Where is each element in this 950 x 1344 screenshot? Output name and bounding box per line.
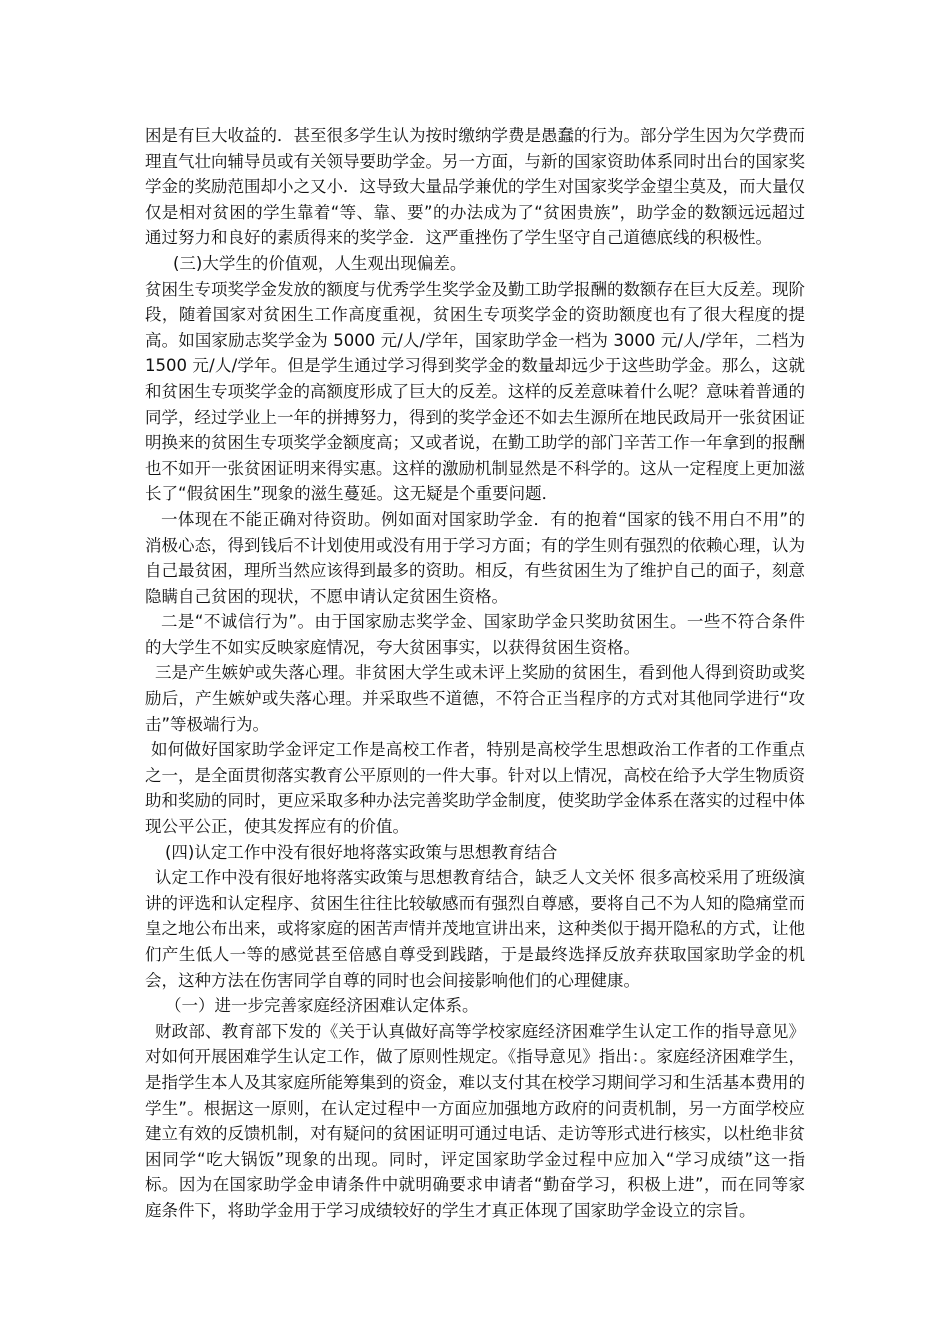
- paragraph-scholarship-contrast: 贫困生专项奖学金发放的额度与优秀学生奖学金及勤工助学报酬的数额存在巨大反差。现阶段，随着国家对贫困生工作高度重视，贫困生专项奖学金的资助额度也有了很大程度的提高。如国家励志奖学金为 5000 元/人/学年，国家助学金一档为 3000 元/人/学年，二档为 1500 元/人/学年。但是学生通过学习得到奖学金的数量却远少于这些助学金。那么，这就和贫困生专项奖学金的高额度形成了巨大的反差。这样的反差意味着什么呢？意味着普通的同学，经过学业上一年的拼搏努力，得到的奖学金还不如去生源所在地民政局开一张贫困证明换来的贫困生专项奖学金额度高；又或者说，在勤工助学的部门辛苦工作一年拿到的报酬也不如开一张贫困证明来得实惠。这样的激励机制显然是不科学的。这从一定程度上更加滋长了“假贫困生”现象的滋生蔓延。这无疑是个重要问题．: [145, 279, 805, 504]
- section-heading-policy-education: (四)认定工作中没有很好地将落实政策与思想教育结合: [165, 842, 558, 862]
- paragraph-student-fees: 困是有巨大收益的．甚至很多学生认为按时缴纳学费是愚蠢的行为。部分学生因为欠学费而理直气壮向辅导员或有关领导要助学金。另一方面，与新的国家资助体系同时出台的国家奖学金的奖励范围却小之又小．这导致大量品学兼优的学生对国家奖学金望尘莫及，而大量仅仅是相对贫困的学生靠着“等、靠、要”的办法成为了“贫困贵族”，助学金的数额远远超过通过努力和良好的素质得来的奖学金．这严重挫伤了学生坚守自己道德底线的积极性。: [145, 126, 805, 248]
- section-heading-recognition-system: （一）进一步完善家庭经济困难认定体系。: [165, 996, 479, 1016]
- section-heading-values: (三)大学生的价值观，人生观出现偏差。: [173, 253, 467, 273]
- paragraph-point-three: 三是产生嫉妒或失落心理。非贫困大学生或未评上奖励的贫困生，看到他人得到资助或奖励后，产生嫉妒或失落心理。并采取些不道德，不符合正当程序的方式对其他同学进行“攻击”等极端行为。: [145, 663, 805, 734]
- paragraph-point-one: 一体现在不能正确对待资助。例如面对国家助学金．有的抱着“国家的钱不用白不用”的消极心态，得到钱后不计划使用或没有用于学习方面；有的学生则有强烈的依赖心理，认为自己最贫困，理所当然应该得到最多的资助。相反，有些贫困生为了维护自己的面子，刻意隐瞒自己贫困的现状，不愿申请认定贫困生资格。: [145, 509, 805, 606]
- document-body: [145, 123, 805, 1224]
- paragraph-humanistic-care: 认定工作中没有很好地将落实政策与思想教育结合，缺乏人文关怀 很多高校采用了班级演讲的评选和认定程序、贫困生往往比较敏感而有强烈自尊感，要将自己不为人知的隐痛堂而皇之地公布出来，或将家庭的困苦声情并茂地宣讲出来，这种类似于揭开隐私的方式，让他们产生低人一等的感觉甚至倍感自尊受到践踏，于是最终选择反放弃获取国家助学金的机会，这种方法在伤害同学自尊的同时也会间接影响他们的心理健康。: [145, 868, 805, 990]
- paragraph-evaluation-work: 如何做好国家助学金评定工作是高校工作者，特别是高校学生思想政治工作者的工作重点之一，是全面贯彻落实教育公平原则的一件大事。针对以上情况，高校在给予大学生物质资助和奖励的同时，更应采取多种办法完善奖助学金制度，使奖助学金体系在落实的过程中体现公平公正，使其发挥应有的价值。: [145, 740, 805, 837]
- paragraph-guidance-opinion: 财政部、教育部下发的《关于认真做好高等学校家庭经济困难学生认定工作的指导意见》对如何开展困难学生认定工作，做了原则性规定。《指导意见》指出：。家庭经济困难学生，是指学生本人及其家庭所能筹集到的资金，难以支付其在校学习期间学习和生活基本费用的学生”。根据这一原则，在认定过程中一方面应加强地方政府的问责机制，另一方面学校应建立有效的反馈机制，对有疑问的贫困证明可通过电话、走访等形式进行核实，以杜绝非贫困同学“吃大锅饭”现象的出现。同时，评定国家助学金过程中应加入“学习成绩”这一指标。因为在国家助学金申请条件中就明确要求申请者“勤奋学习，积极上进”，而在同等家庭条件下，将助学金用于学习成绩较好的学生才真正体现了国家助学金设立的宗旨。: [145, 1021, 805, 1220]
- paragraph-point-two: 二是“不诚信行为”。由于国家励志奖学金、国家助学金只奖助贫困生。一些不符合条件的大学生不如实反映家庭情况，夸大贫困事实，以获得贫困生资格。: [145, 612, 805, 657]
